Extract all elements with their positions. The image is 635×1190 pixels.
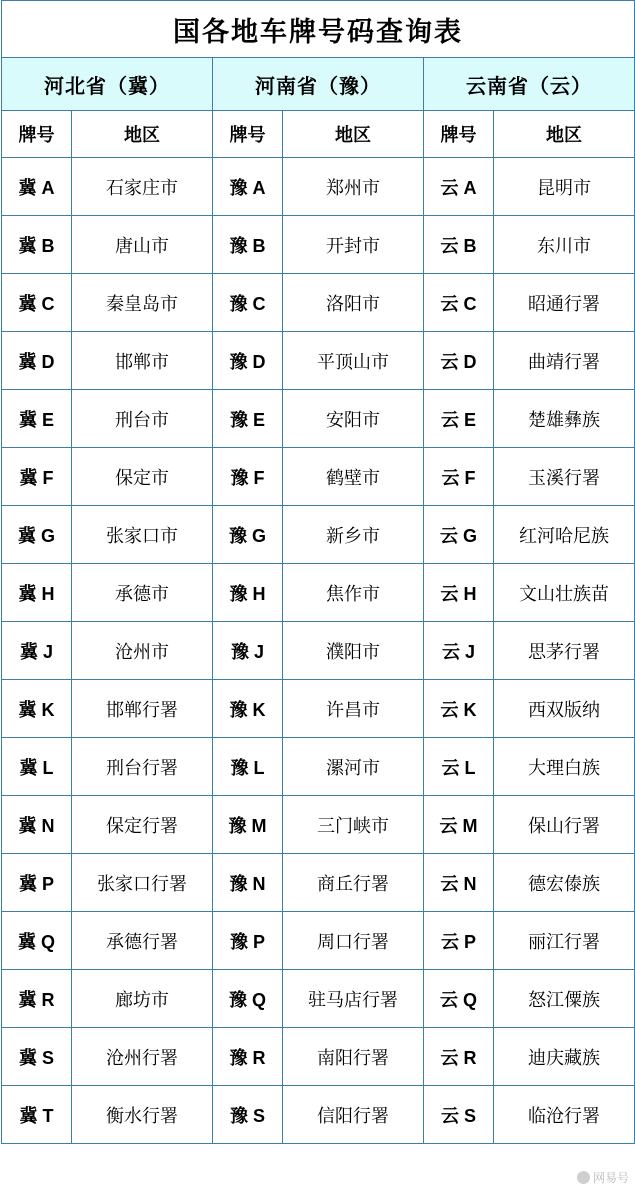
plate-area: 曲靖行署 <box>494 332 635 390</box>
plate-code: 豫 L <box>213 738 283 796</box>
plate-area: 鹤壁市 <box>283 448 424 506</box>
plate-area: 周口行署 <box>283 912 424 970</box>
plate-area: 郑州市 <box>283 158 424 216</box>
plate-code: 云 S <box>424 1086 494 1144</box>
plate-area: 濮阳市 <box>283 622 424 680</box>
plate-code: 冀 T <box>2 1086 72 1144</box>
column-header-code-3: 牌号 <box>424 111 494 158</box>
table-row <box>2 158 635 216</box>
plate-code: 豫 F <box>213 448 283 506</box>
plate-code: 云 R <box>424 1028 494 1086</box>
plate-area: 西双版纳 <box>494 680 635 738</box>
plate-area: 洛阳市 <box>283 274 424 332</box>
table-row <box>2 796 635 854</box>
plate-area: 漯河市 <box>283 738 424 796</box>
table-row <box>2 970 635 1028</box>
plate-code: 云 L <box>424 738 494 796</box>
plate-code: 豫 B <box>213 216 283 274</box>
plate-area: 衡水行署 <box>72 1086 213 1144</box>
plate-area: 昆明市 <box>494 158 635 216</box>
plate-area: 怒江僳族 <box>494 970 635 1028</box>
watermark-label: 网易号 <box>592 1171 629 1185</box>
plate-area: 刑台行署 <box>72 738 213 796</box>
table-row <box>2 622 635 680</box>
plate-code: 冀 H <box>2 564 72 622</box>
plate-area: 保山行署 <box>494 796 635 854</box>
plate-area: 张家口市 <box>72 506 213 564</box>
plate-code: 豫 N <box>213 854 283 912</box>
plate-area: 刑台市 <box>72 390 213 448</box>
table-row <box>2 1086 635 1144</box>
plate-code: 豫 C <box>213 274 283 332</box>
plate-code: 豫 D <box>213 332 283 390</box>
plate-code: 冀 K <box>2 680 72 738</box>
plate-area: 邯郸行署 <box>72 680 213 738</box>
plate-code: 云 E <box>424 390 494 448</box>
plate-code: 云 F <box>424 448 494 506</box>
plate-area: 承德行署 <box>72 912 213 970</box>
plate-code: 冀 C <box>2 274 72 332</box>
plate-area: 德宏傣族 <box>494 854 635 912</box>
table-row <box>2 274 635 332</box>
plate-area: 迪庆藏族 <box>494 1028 635 1086</box>
province-header-henan: 河南省（豫） <box>213 58 424 111</box>
plate-area: 东川市 <box>494 216 635 274</box>
plate-code: 冀 L <box>2 738 72 796</box>
plate-area: 平顶山市 <box>283 332 424 390</box>
page-title: 国各地车牌号码查询表 <box>2 1 635 58</box>
column-header-area-1: 地区 <box>72 111 213 158</box>
plate-code-table <box>1 0 635 1144</box>
column-header-area-2: 地区 <box>283 111 424 158</box>
plate-area: 信阳行署 <box>283 1086 424 1144</box>
plate-area: 驻马店行署 <box>283 970 424 1028</box>
plate-area: 焦作市 <box>283 564 424 622</box>
sub-header-row <box>2 111 635 158</box>
table-row <box>2 854 635 912</box>
plate-code: 云 Q <box>424 970 494 1028</box>
plate-area: 承德市 <box>72 564 213 622</box>
plate-area: 秦皇岛市 <box>72 274 213 332</box>
plate-code: 豫 S <box>213 1086 283 1144</box>
table-row <box>2 680 635 738</box>
plate-area: 张家口行署 <box>72 854 213 912</box>
plate-code: 云 B <box>424 216 494 274</box>
plate-area: 沧州市 <box>72 622 213 680</box>
column-header-area-3: 地区 <box>494 111 635 158</box>
plate-area: 临沧行署 <box>494 1086 635 1144</box>
plate-code: 冀 S <box>2 1028 72 1086</box>
plate-area: 新乡市 <box>283 506 424 564</box>
plate-code: 豫 M <box>213 796 283 854</box>
plate-code: 豫 G <box>213 506 283 564</box>
plate-code: 冀 D <box>2 332 72 390</box>
plate-code: 豫 Q <box>213 970 283 1028</box>
column-header-code-2: 牌号 <box>213 111 283 158</box>
plate-code: 冀 B <box>2 216 72 274</box>
plate-code: 冀 E <box>2 390 72 448</box>
plate-code: 冀 A <box>2 158 72 216</box>
province-header-hebei: 河北省（冀） <box>2 58 213 111</box>
plate-area: 保定行署 <box>72 796 213 854</box>
table-row <box>2 390 635 448</box>
plate-code: 冀 G <box>2 506 72 564</box>
plate-area: 楚雄彝族 <box>494 390 635 448</box>
plate-area: 邯郸市 <box>72 332 213 390</box>
plate-area: 思茅行署 <box>494 622 635 680</box>
plate-code: 冀 N <box>2 796 72 854</box>
plate-area: 红河哈尼族 <box>494 506 635 564</box>
plate-code: 豫 H <box>213 564 283 622</box>
plate-area: 文山壮族苗 <box>494 564 635 622</box>
plate-code: 云 P <box>424 912 494 970</box>
table-row <box>2 506 635 564</box>
plate-code: 豫 K <box>213 680 283 738</box>
plate-area: 开封市 <box>283 216 424 274</box>
plate-area: 许昌市 <box>283 680 424 738</box>
plate-area: 保定市 <box>72 448 213 506</box>
plate-area: 丽江行署 <box>494 912 635 970</box>
plate-area: 廊坊市 <box>72 970 213 1028</box>
plate-area: 沧州行署 <box>72 1028 213 1086</box>
plate-code: 冀 F <box>2 448 72 506</box>
plate-code: 云 G <box>424 506 494 564</box>
plate-code: 云 D <box>424 332 494 390</box>
table-row <box>2 564 635 622</box>
table-row <box>2 738 635 796</box>
plate-area: 大理白族 <box>494 738 635 796</box>
plate-code: 冀 P <box>2 854 72 912</box>
plate-code: 云 J <box>424 622 494 680</box>
plate-code: 豫 A <box>213 158 283 216</box>
watermark-logo-icon <box>577 1171 590 1184</box>
plate-code: 云 A <box>424 158 494 216</box>
plate-code: 云 H <box>424 564 494 622</box>
plate-code: 豫 J <box>213 622 283 680</box>
plate-area: 安阳市 <box>283 390 424 448</box>
table-row <box>2 1028 635 1086</box>
plate-code: 云 C <box>424 274 494 332</box>
table-row <box>2 332 635 390</box>
plate-code: 豫 R <box>213 1028 283 1086</box>
plate-code: 豫 P <box>213 912 283 970</box>
plate-code: 云 K <box>424 680 494 738</box>
plate-area: 石家庄市 <box>72 158 213 216</box>
table-row <box>2 912 635 970</box>
plate-code: 云 N <box>424 854 494 912</box>
plate-area: 南阳行署 <box>283 1028 424 1086</box>
plate-code: 豫 E <box>213 390 283 448</box>
title-row <box>2 1 635 58</box>
plate-code: 云 M <box>424 796 494 854</box>
plate-area: 玉溪行署 <box>494 448 635 506</box>
column-header-code-1: 牌号 <box>2 111 72 158</box>
table-row <box>2 448 635 506</box>
province-header-row <box>2 58 635 111</box>
watermark <box>577 1169 629 1186</box>
plate-area: 昭通行署 <box>494 274 635 332</box>
table-row <box>2 216 635 274</box>
plate-area: 三门峡市 <box>283 796 424 854</box>
plate-area: 唐山市 <box>72 216 213 274</box>
plate-code: 冀 R <box>2 970 72 1028</box>
plate-code: 冀 J <box>2 622 72 680</box>
plate-code: 冀 Q <box>2 912 72 970</box>
plate-area: 商丘行署 <box>283 854 424 912</box>
province-header-yunnan: 云南省（云） <box>424 58 635 111</box>
